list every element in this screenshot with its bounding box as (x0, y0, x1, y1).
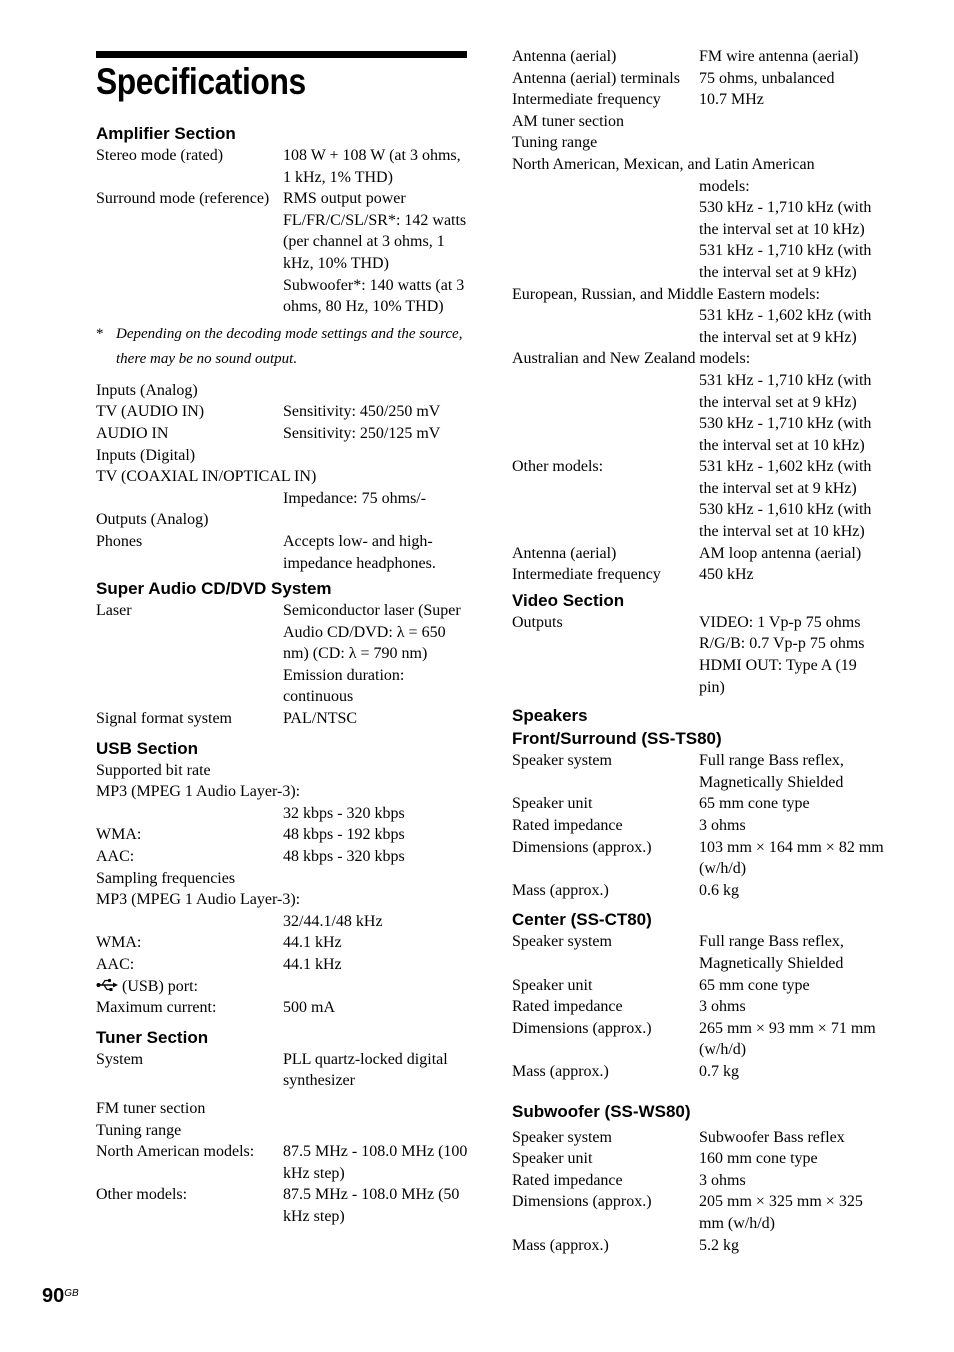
spec-label: Speaker unit (512, 795, 593, 813)
am-na-label: North American, Mexican, and Latin American (512, 155, 815, 173)
spec-row-wma-sampling (96, 932, 468, 954)
amplifier-heading: Amplifier Section (96, 124, 236, 143)
spec-label: Laser (96, 602, 132, 620)
spec-row-phones (96, 531, 468, 574)
spec-value: 531 kHz - 1,710 kHz (with the interval set at 9 kHz) (699, 371, 872, 411)
outputs-analog-label: Outputs (Analog) (96, 511, 209, 529)
spec-row-front-mass (512, 880, 884, 902)
spec-label: AAC: (96, 848, 135, 866)
spec-row-center-dimensions (512, 1018, 884, 1061)
spec-label: AUDIO IN (96, 424, 169, 442)
spec-value: 450 kHz (699, 566, 754, 584)
spec-value: 103 mm × 164 mm × 82 mm (w/h/d) (699, 838, 884, 878)
spec-row-am-if (512, 564, 884, 586)
speakers-heading: Speakers (512, 706, 588, 726)
page-number-suffix: GB (64, 1288, 79, 1299)
spec-value: Accepts low- and high-impedance headphones. (283, 532, 436, 572)
spec-label: Speaker unit (512, 976, 593, 994)
spec-value: 87.5 MHz - 108.0 MHz (100 kHz step) (283, 1143, 468, 1182)
spec-row-mp3-bitrate (96, 803, 468, 825)
usb-port-row (96, 976, 468, 998)
spec-row-am-other (512, 456, 884, 542)
spec-value: 205 mm × 325 mm × 325 mm (w/h/d) (699, 1193, 863, 1232)
spec-label: Maximum current: (96, 999, 217, 1017)
spec-label: Intermediate frequency (512, 566, 661, 584)
spec-value: Semiconductor laser (Super Audio CD/DVD: λ = 650 nm) (CD: λ = 790 nm) Emission duration: continuous (283, 602, 461, 706)
spec-value: Subwoofer Bass reflex (699, 1128, 845, 1146)
am-section-label: AM tuner section (512, 112, 624, 130)
spec-label: System (96, 1050, 144, 1068)
spec-row-center-impedance (512, 996, 884, 1018)
spec-value: 65 mm cone type (699, 795, 810, 813)
spec-value: 75 ohms, unbalanced (699, 69, 835, 87)
spec-label: AAC: (96, 956, 135, 973)
spec-label: Signal format system (96, 710, 232, 728)
spec-row-front-unit (512, 793, 884, 815)
spec-value: RMS output power FL/FR/C/SL/SR*: 142 watts (per channel at 3 ohms, 1 kHz, 10% THD) Subwoofer*: 140 watts (at 3 ohms, 80 Hz, 10% THD) (283, 190, 467, 316)
spec-row-sub-system (512, 1127, 884, 1149)
usb-icon (96, 978, 118, 992)
spec-value: AM loop antenna (aerial) (699, 544, 862, 562)
page-number-value: 90 (42, 1285, 65, 1307)
spec-row-center-mass (512, 1061, 884, 1083)
spec-value: VIDEO: 1 Vp-p 75 ohms R/G/B: 0.7 Vp-p 75 ohms HDMI OUT: Type A (19 pin) (699, 613, 865, 696)
spec-label: Speaker system (512, 933, 612, 951)
bitrate-label: Supported bit rate (96, 761, 211, 779)
spec-value: 108 W + 108 W (at 3 ohms, 1 kHz, 1% THD) (283, 147, 461, 186)
spec-label: Antenna (aerial) (512, 48, 617, 65)
spec-label: Mass (approx.) (512, 1236, 609, 1254)
spec-label: Antenna (aerial) terminals (512, 69, 680, 87)
spec-row-laser (96, 600, 468, 708)
spec-row-impedance (96, 488, 468, 510)
right-column (512, 0, 884, 1256)
spec-value: 531 kHz - 1,602 kHz (with the interval set at 9 kHz) (699, 307, 872, 346)
spec-label: Dimensions (approx.) (512, 1193, 652, 1211)
spec-row-front-impedance (512, 815, 884, 837)
sacd-heading: Super Audio CD/DVD System (96, 579, 332, 599)
footnote-marker: * (96, 325, 104, 342)
spec-label: WMA: (96, 826, 142, 844)
spec-value: PLL quartz-locked digital synthesizer (283, 1050, 448, 1090)
spec-label: Speaker unit (512, 1150, 593, 1168)
left-column (96, 0, 468, 1228)
spec-row-sub-dimensions (512, 1191, 884, 1234)
spec-row-fm-antenna (512, 46, 884, 68)
page-title: Specifications (96, 61, 306, 102)
inputs-analog-label: Inputs (Analog) (96, 381, 198, 399)
spec-row-aac-sampling (96, 954, 468, 976)
spec-label: Intermediate frequency (512, 91, 661, 109)
spec-value: 500 mA (283, 999, 335, 1017)
am-eu-label: European, Russian, and Middle Eastern models: (512, 285, 820, 303)
spec-label: Stereo mode (rated) (96, 147, 224, 164)
tv-coaxial-label: TV (COAXIAL IN/OPTICAL IN) (96, 468, 317, 486)
spec-label: Rated impedance (512, 998, 623, 1016)
spec-value: models: (699, 177, 750, 195)
usb-heading: USB Section (96, 738, 199, 758)
spec-row-fm-if (512, 89, 884, 111)
spec-value: 87.5 MHz - 108.0 MHz (50 kHz step) (283, 1186, 460, 1225)
tuner-heading: Tuner Section (96, 1027, 209, 1047)
spec-row-aac-bitrate (96, 846, 468, 868)
spec-value: 530 kHz - 1,710 kHz (with the interval set at 10 kHz) (699, 415, 872, 454)
video-heading: Video Section (512, 590, 625, 610)
spec-value: 44.1 kHz (283, 956, 342, 973)
spec-value: FM wire antenna (aerial) (699, 48, 859, 65)
subwoofer-heading: Subwoofer (SS-WS80) (512, 1101, 691, 1121)
spec-row-sub-impedance (512, 1170, 884, 1192)
spec-value: Sensitivity: 250/125 mV (283, 424, 441, 442)
spec-row-fm-terminals (512, 68, 884, 90)
spec-value: Full range Bass reflex, Magnetically Shielded (699, 933, 844, 972)
spec-value: 32/44.1/48 kHz (283, 912, 383, 930)
spec-row-system (96, 1049, 468, 1092)
am-tuning-range-label: Tuning range (512, 134, 598, 152)
spec-value: 530 kHz - 1,610 kHz (with the interval set at 10 kHz) (699, 501, 872, 541)
spec-label: Surround mode (reference) (96, 190, 270, 208)
spec-label: Speaker system (512, 752, 612, 770)
spec-row-sub-unit (512, 1148, 884, 1170)
spec-value: 265 mm × 93 mm × 71 mm (w/h/d) (699, 1019, 876, 1059)
spec-value: 44.1 kHz (283, 934, 342, 952)
spec-row-center-unit (512, 975, 884, 997)
spec-row-tv-audio-in (96, 401, 468, 423)
spec-label: Other models: (512, 458, 604, 476)
spec-row-max-current (96, 997, 468, 1019)
spec-label: TV (AUDIO IN) (96, 403, 205, 421)
spec-value: 65 mm cone type (699, 976, 810, 994)
spec-label: Mass (approx.) (512, 1062, 609, 1080)
footnote (96, 322, 468, 372)
spec-row-center-system (512, 931, 884, 974)
spec-row-na-models (96, 1141, 468, 1184)
spec-value: Sensitivity: 450/250 mV (283, 403, 441, 421)
spec-row-sub-mass (512, 1235, 884, 1257)
spec-value: 3 ohms (699, 1171, 746, 1189)
spec-label: Antenna (aerial) (512, 544, 617, 562)
spec-value: 3 ohms (699, 817, 746, 834)
spec-row-signal-format (96, 708, 468, 730)
footnote-text: Depending on the decoding mode settings and the source, there may be no sound output. (116, 325, 463, 367)
spec-row-video-outputs (512, 612, 884, 698)
spec-value: 160 mm cone type (699, 1150, 818, 1168)
usb-port-label: (USB) port: (122, 977, 198, 995)
spec-row-wma-bitrate (96, 824, 468, 846)
spec-label: Phones (96, 532, 143, 550)
center-heading: Center (SS-CT80) (512, 910, 652, 930)
spec-label: Rated impedance (512, 817, 623, 834)
inputs-digital-label: Inputs (Digital) (96, 446, 196, 464)
spec-value: PAL/NTSC (283, 710, 358, 728)
am-au-label: Australian and New Zealand models: (512, 350, 751, 368)
spec-row-front-dimensions (512, 837, 884, 880)
spec-label: North American models: (96, 1143, 255, 1161)
spec-row-am-antenna (512, 543, 884, 565)
spec-row-front-system (512, 750, 884, 793)
spec-label: Dimensions (approx.) (512, 838, 652, 856)
spec-label: Rated impedance (512, 1171, 623, 1189)
spec-value: 530 kHz - 1,710 kHz (with the interval set at 10 kHz) (699, 199, 872, 238)
spec-row-am-na (512, 176, 884, 284)
spec-label: Dimensions (approx.) (512, 1019, 652, 1037)
page-number (42, 1283, 79, 1309)
spec-label: Other models: (96, 1186, 188, 1204)
spec-row-mp3-sampling (96, 911, 468, 933)
spec-value: 10.7 MHz (699, 91, 764, 109)
spec-value: 531 kHz - 1,710 kHz (with the interval set at 9 kHz) (699, 242, 872, 281)
spec-value: 0.6 kg (699, 881, 739, 899)
front-surround-heading: Front/Surround (SS-TS80) (512, 729, 722, 749)
mp3-label: MP3 (MPEG 1 Audio Layer-3): (96, 783, 301, 801)
spec-row-surround (96, 188, 468, 318)
spec-row-other-models (96, 1184, 468, 1227)
mp3-label: MP3 (MPEG 1 Audio Layer-3): (96, 891, 301, 909)
spec-row-stereo (96, 145, 468, 188)
spec-value: 5.2 kg (699, 1236, 739, 1254)
spec-value: 32 kbps - 320 kbps (283, 804, 405, 822)
spec-label: Mass (approx.) (512, 881, 609, 899)
spec-value: Impedance: 75 ohms/- (283, 489, 427, 507)
spec-value: 48 kbps - 192 kbps (283, 826, 405, 844)
spec-label: Outputs (512, 613, 563, 631)
spec-value: 3 ohms (699, 998, 746, 1016)
spec-label: WMA: (96, 934, 142, 952)
spec-value: Full range Bass reflex, Magnetically Shielded (699, 752, 844, 791)
sampling-label: Sampling frequencies (96, 869, 236, 887)
fm-section-label: FM tuner section (96, 1099, 206, 1117)
spec-row-am-au (512, 370, 884, 456)
spec-value: 48 kbps - 320 kbps (283, 848, 405, 866)
spec-row-am-eu (512, 305, 884, 348)
spec-value: 531 kHz - 1,602 kHz (with the interval set at 9 kHz) (699, 458, 872, 497)
spec-row-audio-in (96, 423, 468, 445)
spec-value: 0.7 kg (699, 1062, 739, 1080)
spec-label: Speaker system (512, 1128, 612, 1146)
tuning-range-label: Tuning range (96, 1121, 182, 1139)
